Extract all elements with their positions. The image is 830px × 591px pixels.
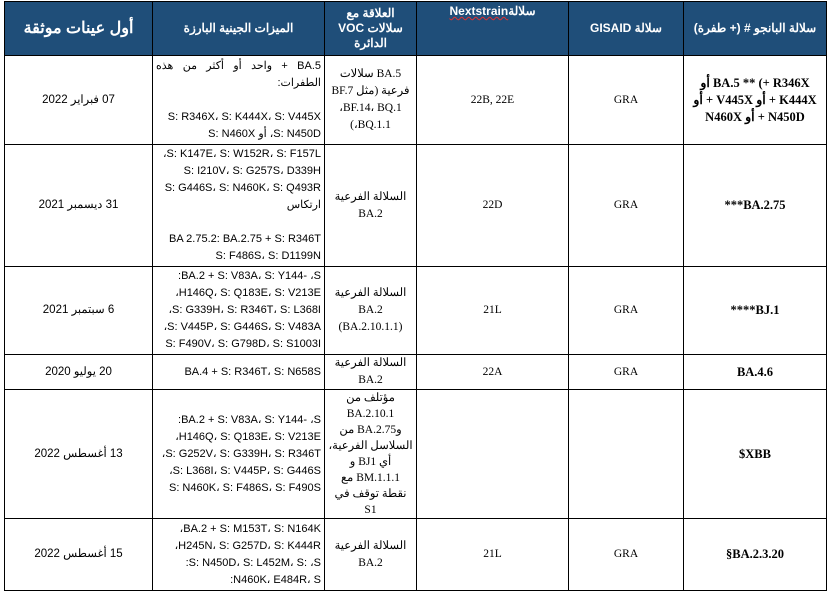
cell-date: 07 فبراير 2022 — [5, 56, 153, 145]
mutation-line: BA.2 + S: M153T، S: N164K، — [179, 522, 321, 535]
cell-relation: السلالة الفرعية BA.2 — [325, 519, 417, 591]
mutation-line: BA.2 + S: V83A، S: Y144- ،S: — [178, 413, 321, 426]
cell-pango: BA.2.3.20§ — [684, 519, 827, 591]
cell-mutations — [153, 355, 325, 390]
cell-pango: BA.5 ** (+ R346X أو K444X + أو V445X + أو N450D + أو N460X — [684, 56, 827, 145]
mutation-line: N460K، E484R، S: — [230, 573, 321, 586]
mutation-line: BA.2 + S: V83A، S: Y144- ،S: — [178, 270, 321, 282]
table-row — [5, 519, 827, 591]
mutation-line: BA.4 + S: R346T، S: N658S — [184, 365, 321, 378]
header-voc-relation: العلاقة مع سلالات VOC الدائرة — [325, 2, 417, 56]
cell-relation: السلالة الفرعية BA.2 — [325, 355, 417, 390]
cell-date: 6 سبتمبر 2021 — [5, 267, 153, 355]
mutation-line: S: N450D، أو S: N460X — [208, 127, 321, 140]
cell-gisaid: GRA — [569, 355, 684, 390]
header-gisaid: سلالة GISAID — [569, 2, 684, 56]
mutation-line — [156, 214, 321, 231]
header-nextstrain-prefix: سلالة — [508, 4, 536, 18]
cell-mutations — [153, 390, 325, 519]
mutation-line: H245N، S: G257D، S: K444R، — [174, 539, 321, 552]
mutation-line — [156, 92, 321, 109]
cell-date: 13 أغسطس 2022 — [5, 390, 153, 519]
mutation-line: S: V445P، S: G446S، S: V483A، — [163, 321, 321, 333]
header-nextstrain — [417, 2, 569, 56]
cell-date: 20 يوليو 2020 — [5, 355, 153, 390]
mutation-line: S: G252V، S: G339H، S: R346T، — [161, 447, 321, 460]
cell-relation: BA.5 سلالات فرعية (مثل BF.7 ،BF.14، BQ.1 ،BQ.1.1) — [325, 56, 417, 145]
cell-mutations — [153, 56, 325, 145]
mutation-line: S: K147E، S: W152R، S: F157L، — [162, 148, 321, 160]
mutation-line: BA.5 + واحد أو أكثر من هذه الطفرات: — [156, 59, 321, 89]
cell-mutations — [153, 145, 325, 267]
cell-nextstrain: 22B, 22E — [417, 56, 569, 145]
mutation-line: ارتكاس — [286, 199, 321, 211]
mutation-line: S: L368I، S: V445P، S: G446S، — [169, 464, 321, 477]
header-first-samples: أول عينات موثقة — [5, 2, 153, 56]
table-row — [5, 390, 827, 519]
cell-mutations — [153, 519, 325, 591]
table-row — [5, 145, 827, 267]
cell-date: 31 ديسمبر 2021 — [5, 145, 153, 267]
header-nextstrain-word: Nextstrain — [449, 4, 509, 18]
cell-gisaid: GRA — [569, 267, 684, 355]
cell-nextstrain: 21L — [417, 267, 569, 355]
mutation-line: S: R346X، S: K444X، S: V445X — [167, 110, 321, 123]
cell-gisaid: GRA — [569, 145, 684, 267]
cell-mutations — [153, 267, 325, 355]
cell-relation: مؤتلف من BA.2.10.1 وBA.2.75 من السلاسل الفرعية، أي BJ1 و BM.1.1.1 مع نقطة توقف في S1 — [325, 390, 417, 519]
cell-gisaid — [569, 390, 684, 519]
cell-nextstrain — [417, 390, 569, 519]
header-row — [5, 2, 827, 56]
cell-nextstrain: 22D — [417, 145, 569, 267]
mutation-line: S: N450D، S: L452M، S: ،S: — [185, 556, 321, 569]
header-pango: سلالة البانجو # (+ طفرة) — [684, 2, 827, 56]
cell-gisaid: GRA — [569, 56, 684, 145]
mutation-line: S: N460K، S: F486S، S: F490S — [168, 481, 321, 494]
mutation-line: H146Q، S: Q183E، S: V213E، — [175, 287, 321, 299]
mutation-line: S: I210V، S: G257S، D339H — [183, 165, 321, 177]
cell-pango: BA.4.6 — [684, 355, 827, 390]
mutation-line: S: G446S، S: N460K، S: Q493R — [164, 182, 321, 194]
mutation-line: BA 2.75.2: BA.2.75 + S: R346T — [169, 233, 321, 245]
table-row — [5, 56, 827, 145]
cell-gisaid: GRA — [569, 519, 684, 591]
cell-nextstrain: 22A — [417, 355, 569, 390]
mutation-line: S: F486S، S: D1199N — [215, 250, 321, 262]
mutation-line: S: F490V، S: G798D، S: S1003I — [165, 338, 321, 350]
mutation-line: H146Q، S: Q183E، S: V213E، — [175, 430, 321, 443]
cell-relation: السلالة الفرعية BA.2 — [325, 145, 417, 267]
cell-nextstrain: 21L — [417, 519, 569, 591]
variants-table — [4, 1, 827, 591]
cell-pango: BA.2.75*** — [684, 145, 827, 267]
cell-pango: BJ.1**** — [684, 267, 827, 355]
table-row — [5, 355, 827, 390]
table-row — [5, 267, 827, 355]
cell-date: 15 أغسطس 2022 — [5, 519, 153, 591]
cell-pango: XBB$ — [684, 390, 827, 519]
header-mutations: الميزات الجينية البارزة — [153, 2, 325, 56]
cell-relation: السلالة الفرعية BA.2 (BA.2.10.1.1) — [325, 267, 417, 355]
mutation-line: S: G339H، S: R346T، S: L368I، — [168, 304, 321, 316]
